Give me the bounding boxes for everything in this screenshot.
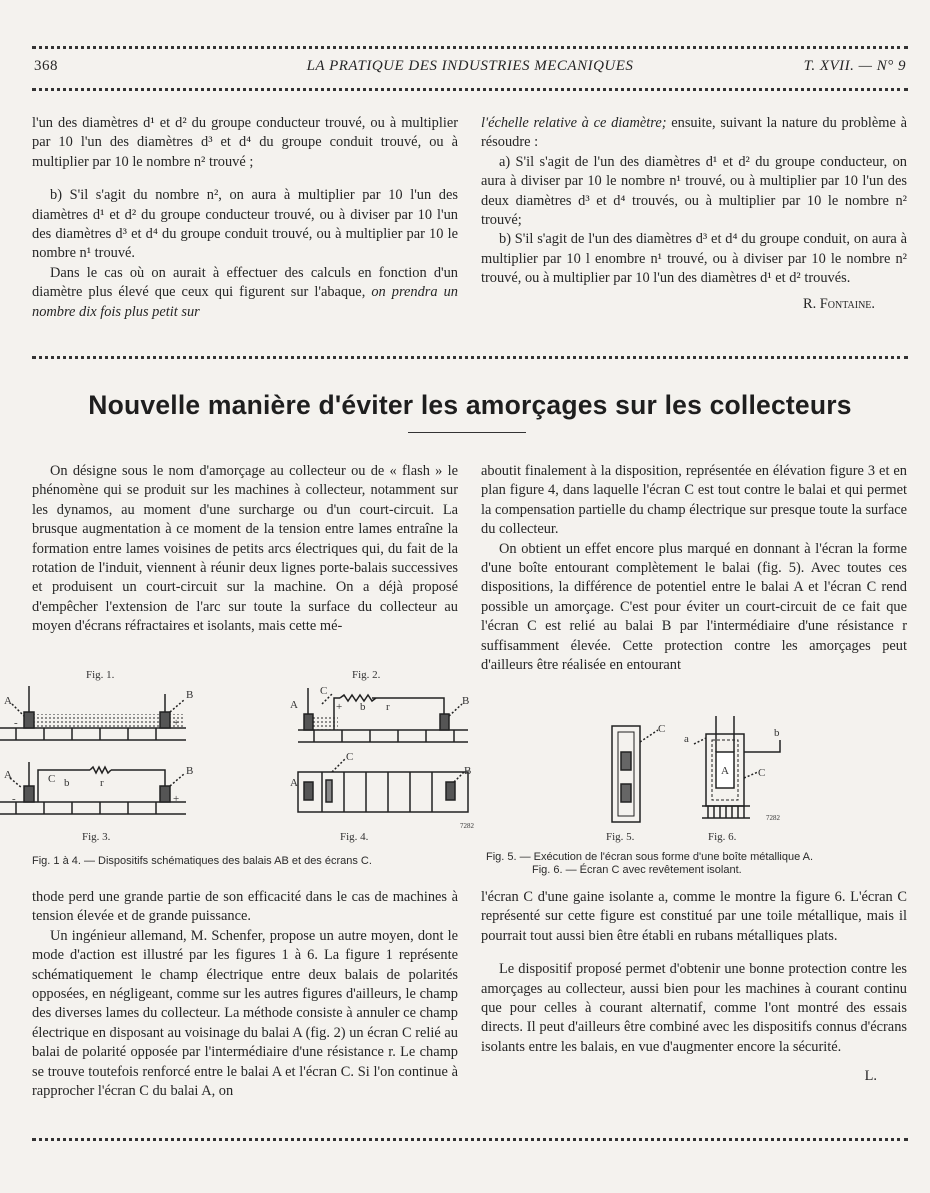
paragraph: On obtient un effet encore plus marqué en donnant à l'écran la forme d'une boîte entourant complètement le balai (fig. 5). Avec toutes ces dispositions, la différence de potentiel entre le balai A et l'écran C rend possible un amorçage. C'est pour éviter un court-circuit de ce fait que l'écran C est relié au balai B par l'intermédiaire d'une résistance r suffisamment élevée. Cette protection contre les amorçages peut d'ailleurs être réalisée en entourant [481,540,907,674]
fig2-letter-c: C [320,685,328,697]
fig2-letter-a: A [290,699,298,711]
paragraph [481,114,907,153]
figures-1-4-caption: Fig. 1 à 4. — Dispositifs schématiques des balais AB et des écrans C. [32,855,372,867]
prev-article-right-column [481,114,907,314]
figure-5-caption: Fig. 5. — Exécution de l'écran sous forme d'une boîte métallique A. [486,851,814,863]
article-separator-rule [32,356,908,359]
italic-phrase: l'échelle relative à ce diamètre; [481,115,667,131]
paragraph: Le dispositif proposé permet d'obtenir une bonne protection contre les amorçages au collecteur, aussi bien pour les machines à courant continu que pour celles à courant alternatif, comme l'ont montré des essais directs. Il peut d'ailleurs être combiné avec les dispositifs connus d'écrans isolants entre les balais, en vue d'augmenter encore la sécurité. [481,961,907,1055]
running-header [34,58,906,80]
fig1-label: Fig. 1. [86,669,115,681]
fig3-minus: - [12,793,16,805]
fig6-letter-b-small: b [774,727,780,739]
fig6-label: Fig. 6. [708,831,737,843]
figures-1-to-4 [0,664,480,849]
paragraph: Un ingénieur allemand, M. Schenfer, propose un autre moyen, dont le mode d'action est illustré par les figures 1 à 6. La figure 1 représente schématiquement le champ électrique entre deux balais de polarités opposées, en négligeant, comme sur les autres figures d'ailleurs, le champ des diverses lames du collecteur. La méthode consiste à annuler ce champ électrique en disposant au voisinage du balai A (fig. 2) un écran C relié au balai de polarité opposée par l'intermédiaire d'une résistance r. Le champ se trouve toutefois renforcé entre le balai A et l'écran C. Si l'on continue à rapprocher l'écran C du balai A, on [32,927,458,1100]
paragraph: l'un des diamètres d¹ et d² du groupe conducteur trouvé, ou à multiplier par 10 l'un des diamètres d³ et d⁴ du groupe conduit trouvé, ou à multiplier par 10 le nombre n² trouvé ; [32,115,458,170]
fig3-label: Fig. 3. [82,831,111,843]
fig6-letter-a: A [721,765,729,777]
fig4-letter-a: A [290,777,298,789]
journal-title: LA PRATIQUE DES INDUSTRIES MECANIQUES [306,58,634,74]
fig2-letter-b-small: b [360,701,366,713]
fig6-drawing [694,716,780,818]
fig2-letter-r: r [386,701,390,713]
paragraph: aboutit finalement à la disposition, représentée en élévation figure 3 et en plan figure 4, dans laquelle l'écran C est tout contre le balai et qui permet la compensation partielle du champ électrique sur presque toute la surface du collecteur. [481,463,907,538]
figure-6-caption: Fig. 6. — Écran C avec revêtement isolant. [532,864,742,876]
fig5-label: Fig. 5. [606,831,635,843]
paragraph [32,264,458,322]
paragraph: b) S'il s'agit de l'un des diamètres d³ et d⁴ du groupe conduit, on aura à multiplier par 10 l enombre n¹ trouvé, ou à diviser par 10 le nombre n² trouvé, ou à multiplier par 10 l'un des diamètres d¹ et d² trouvés. [481,231,907,287]
printer-stamp: 7282 [766,814,780,822]
prev-article-left-column [32,114,458,322]
printer-stamp: 7282 [460,822,474,830]
fig4-letter-b: B [464,765,472,777]
author-signature: R. Fontaine. [802,295,875,312]
figures-5-6 [590,712,820,852]
article-left-bottom-column [32,888,458,1101]
fig3-letter-a: A [4,769,12,781]
paragraph: a) S'il s'agit de l'un des diamètres d¹ et d² du groupe conducteur, on aura à diviser par 10 le nombre n¹ trouvé, ou à multiplier par 10 l'un des deux diamètres d³ et d⁴ trouvés, ou à multiplier par 10 le nombre n² trouvé; [481,153,907,229]
fig1-letter-b: B [186,689,194,701]
paragraph-text: ensuite, suivant la nature du problème à résoudre : [481,115,907,151]
article-left-top-column [32,462,458,637]
paragraph: l'écran C d'une gaine isolante a, comme le montre la figure 6. L'écran C représenté sur cette figure est constitué par une toile métallique, mais il pourrait tout aussi bien être établi en rubans métalliques plats. [481,889,907,944]
fig2-letter-b: B [462,695,470,707]
fig2-plus: + [336,701,343,713]
bottom-dotted-rule [32,1138,908,1141]
paragraph-text: Dans le cas où on aurait à effectuer des calculs en fonction d'un diamètre plus élevé que ceux qui figurent sur l'abaque, [32,264,458,301]
fig3-letter-b-small: b [64,777,70,789]
paragraph: b) S'il s'agit du nombre n², on aura à multiplier par 10 l'un des diamètres d¹ et d² du groupe conducteur trouvé, ou à diviser par 10 l'un des diamètres d³ et d⁴ du groupe conduit trouvé, ou à multiplier par 10 le nombre n¹ trouvé. [32,187,458,262]
fig3-letter-c: C [48,773,56,785]
title-underline [408,432,526,433]
fig4-letter-c: C [346,751,354,763]
article-title: Nouvelle manière d'éviter les amorçages sur les collecteurs [88,390,852,420]
paragraph: On désigne sous le nom d'amorçage au collecteur ou de « flash » le phénomène qui se produit sur les machines à collecteur, notamment sur les dynamos, au moment d'une surcharge ou d'un court-circuit. La brusque augmentation à ce moment de la tension entre lames entraîne la formation entre lames voisines de petits arcs électriques qui, du fait de la rotation de l'induit, viennent à réunir deux lignes porte-balais successives et produisent un court-circuit sur la machine. On a déjà proposé d'empêcher l'extension de l'arc sur toute la surface du collecteur au moyen d'écrans réfractaires et isolants, mais cette mé- [32,463,458,635]
volume-number: T. XVII. — N° 9 [803,58,906,74]
fig3-letter-r: r [100,777,104,789]
fig4-label: Fig. 4. [340,831,369,843]
italic-phrase: on prendra un nombre dix fois plus petit sur [32,284,458,320]
fig3-plus: + [173,793,180,805]
page-number: 368 [34,58,58,74]
fig1-plus: + [173,717,180,729]
fig4-drawing [298,758,468,812]
fig2-label: Fig. 2. [352,669,381,681]
fig6-letter-a-small: a [684,733,689,745]
fig6-letter-c: C [758,767,766,779]
fig5-letter-c: C [658,723,666,735]
article-right-top-column [481,462,907,675]
fig5-drawing [612,726,658,822]
article-right-bottom-column [481,888,907,1087]
paragraph: thode perd une grande partie de son efficacité dans le cas de machines à tension élevée et de grande puissance. [32,889,458,925]
fig1-letter-a: A [4,695,12,707]
author-signature: L. [864,1068,877,1085]
header-dotted-rule [32,88,908,91]
fig1-minus: - [14,717,18,729]
top-dotted-rule [32,46,908,49]
fig3-drawing [0,762,186,814]
fig3-letter-b: B [186,765,194,777]
fig1-drawing [0,686,186,740]
